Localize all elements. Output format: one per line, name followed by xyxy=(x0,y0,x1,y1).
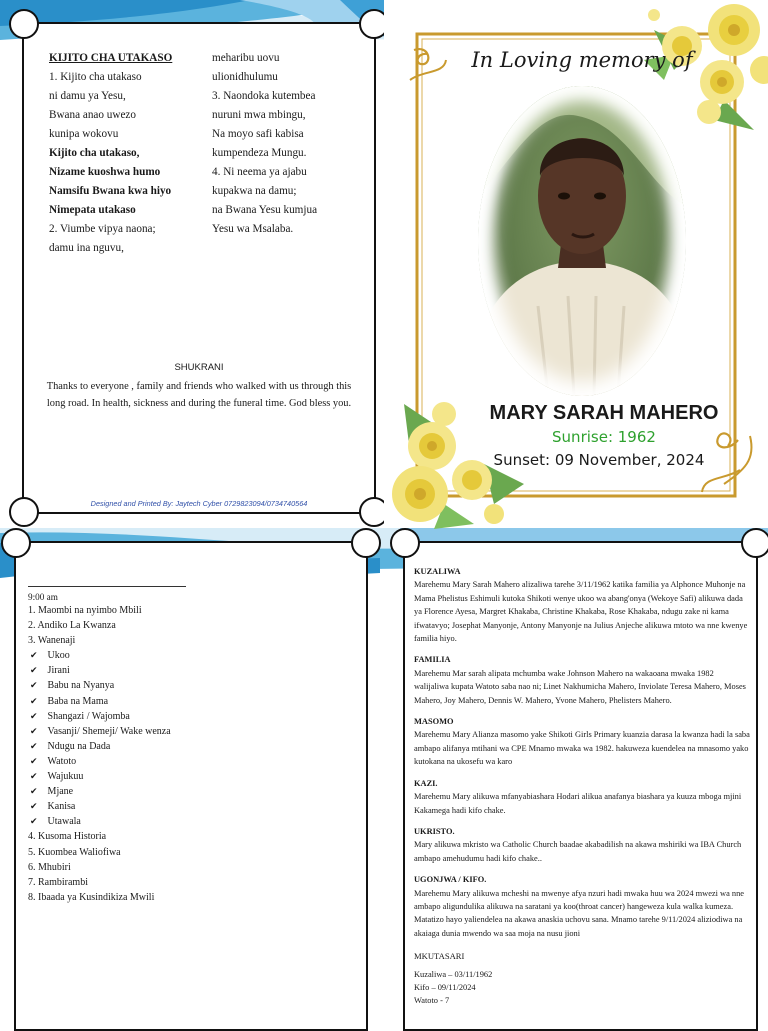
thanks-body: Thanks to everyone , family and friends who walked with us through this long road. In health, sickness and during the funeral time. God bless you. xyxy=(46,381,352,409)
hymn-line: kupakwa na damu; xyxy=(212,185,297,197)
thanks-title: SHUKRANI xyxy=(174,362,224,373)
program-subitem: ✔ Wajukuu xyxy=(28,769,348,784)
hymn-col-1 xyxy=(49,49,214,258)
program-item: 5. Kuombea Waliofiwa xyxy=(28,846,121,858)
program-subitem: ✔ Utawala xyxy=(28,814,348,829)
history-section-title: UGONJWA / KIFO. xyxy=(414,875,487,885)
program-subitem: ✔ Jirani xyxy=(28,663,348,678)
history-section-title: UKRISTO. xyxy=(414,826,455,836)
hymn-line: Nimepata utakaso xyxy=(49,204,136,216)
hymn-line: 4. Ni neema ya ajabu xyxy=(212,166,307,178)
program-subitem: ✔ Babu na Nyanya xyxy=(28,678,348,693)
hymn-line: damu ina nguvu, xyxy=(49,242,124,254)
program-top-rule xyxy=(28,586,186,587)
deceased-name: MARY SARAH MAHERO xyxy=(489,402,719,424)
program-subitem: ✔ Baba na Mama xyxy=(28,694,348,709)
history-section-title: KUZALIWA xyxy=(414,567,461,576)
history-section-title: FAMILIA xyxy=(414,655,451,665)
summary-line: Kifo – 09/11/2024 xyxy=(414,982,476,992)
hymn-line: Kijito cha utakaso, xyxy=(49,147,140,159)
hymn-line: 2. Viumbe vipya naona; xyxy=(49,223,156,235)
hymn-line: ni damu ya Yesu, xyxy=(49,90,126,102)
history-section-body: Marehemu Mary Sarah Mahero alizaliwa tarehe 3/11/1962 katika familia ya Alphonce Muhonje na Mama Phelistus Eshimuli kutoka Shikoti wenye ukoo wa abang'onya (Wekoye Safi) alikuwa dada ya Florence Ayesa, Margret Khakaba, Christine Khakaba, Rose Khakaba, ndugu zake ni kama ifwatavyo; Josephat Manyonje, Antony Manyonje na Julius Anjeche alikuwa mtoto wa nne kwenye familia hiyo. xyxy=(414,580,748,644)
program-subitem: ✔ Mjane xyxy=(28,784,348,799)
hymn-line: Namsifu Bwana kwa hiyo xyxy=(49,185,172,197)
summary-line: Watoto - 7 xyxy=(414,996,450,1006)
program-subitem: ✔ Ndugu na Dada xyxy=(28,739,348,754)
program-subitem: ✔ Shangazi / Wajomba xyxy=(28,709,348,724)
program-subitem: ✔ Vasanji/ Shemeji/ Wake wenza xyxy=(28,724,348,739)
summary-title: MKUTASARI xyxy=(414,951,465,962)
sunrise-date: Sunrise: 1962 xyxy=(552,428,656,446)
program-list xyxy=(28,603,348,905)
history-section-body: Marehemu Mary alikuwa mfanyabiashara Hodari alikua anafanya biashara ya kuuza mboga mjini Kakamega hadi kifo chake. xyxy=(414,792,742,815)
hymn-line: Na moyo safi kabisa xyxy=(212,128,304,140)
history-section-title: MASOMO xyxy=(414,717,454,727)
portrait-photo xyxy=(478,86,686,396)
hymn-line: meharibu uovu xyxy=(212,52,280,64)
summary-line: Kuzaliwa – 03/11/1962 xyxy=(414,969,493,979)
hymn-title: KIJITO CHA UTAKASO xyxy=(49,52,173,64)
history-section-title: KAZI. xyxy=(414,778,438,788)
program-item: 1. Maombi na nyimbo Mbili xyxy=(28,605,142,616)
program-subitem: ✔ Watoto xyxy=(28,754,348,769)
program-item: 4. Kusoma Historia xyxy=(28,831,107,843)
hymn-line: kumpendeza Mungu. xyxy=(212,147,307,159)
hymn-line: Bwana anao uwezo xyxy=(49,109,136,121)
history-text xyxy=(414,565,750,1008)
history-section-body: Marehemu Mary alikuwa mcheshi na mwenye afya nzuri hadi mwaka huu wa 2024 mwezi wa nne ambapo aligundulika alikuwa na saratani ya koo(throat cancer) hangeweza kula walka kumeza. Matatizo hayo yaliendelea na akawa anaskia uchovu sana. Mnamo tarehe 9/11/2024 aliziodiwa na akaiaga dunia mwendo wa saa moja na nusu jioni xyxy=(414,888,745,938)
history-section-body: Mary alikuwa mkristo wa Catholic Church baadae akabadilish na akawa mshiriki wa IBA Church ambapo amehudumu hadi kifo chake.. xyxy=(414,840,742,863)
hymn-line: ulionidhulumu xyxy=(212,71,278,83)
history-section-body: Marehemu Mary Alianza masomo yake Shikoti Girls Primary kuanzia darasa la kwanza hadi la saba ambapo alifanya mtihani wa CPE Mnamo mwaka wa 1982. hakuweza kuendelea na mnasomo yako kutokana na ukosefu wa karo xyxy=(414,730,750,767)
designer-credit: Designed and Printed By: Jaytech Cyber 0729823094/0734740564 xyxy=(90,499,308,508)
program-item: 8. Ibaada ya Kusindikiza Mwili xyxy=(28,891,155,903)
history-section-body: Marehemu Mar sarah alipata mchumba wake Johnson Mahero na wakaoana mwaka 1982 walijaliwa kupata Watoto saba nao ni; Linet Nakhumicha Mahero, Inviolate Teresa Mahero, Moses Mahero, Joy Mahero, Dennis W. Mahero, Yvone Mahero, Phelisters Mahero. xyxy=(414,668,746,705)
program-item: 7. Rambirambi xyxy=(28,876,88,888)
cover xyxy=(384,0,768,524)
program-item: 6. Mhubiri xyxy=(28,861,71,873)
program-subitem: ✔ Ukoo xyxy=(28,648,348,663)
hymn-line: 1. Kijito cha utakaso xyxy=(49,71,142,83)
hymn-line: 3. Naondoka kutembea xyxy=(212,90,316,102)
hymn-line: na Bwana Yesu kumjua xyxy=(212,204,318,216)
hymn-line: nuruni mwa mbingu, xyxy=(212,109,306,121)
sunset-date: Sunset: 09 November, 2024 xyxy=(493,451,705,469)
hymn-line: Yesu wa Msalaba. xyxy=(212,223,294,235)
hymn-line: kunipa wokovu xyxy=(49,128,119,140)
program-item: 3. Wanenaji xyxy=(28,635,76,647)
program-subitem: ✔ Kanisa xyxy=(28,799,348,814)
program-time: 9:00 am xyxy=(28,592,58,602)
memory-heading: In Loving memory of xyxy=(471,48,693,72)
program-item: 2. Andiko La Kwanza xyxy=(28,620,116,632)
hymn-col-2 xyxy=(212,49,362,239)
hymn-line: Nizame kuoshwa humo xyxy=(49,166,161,178)
